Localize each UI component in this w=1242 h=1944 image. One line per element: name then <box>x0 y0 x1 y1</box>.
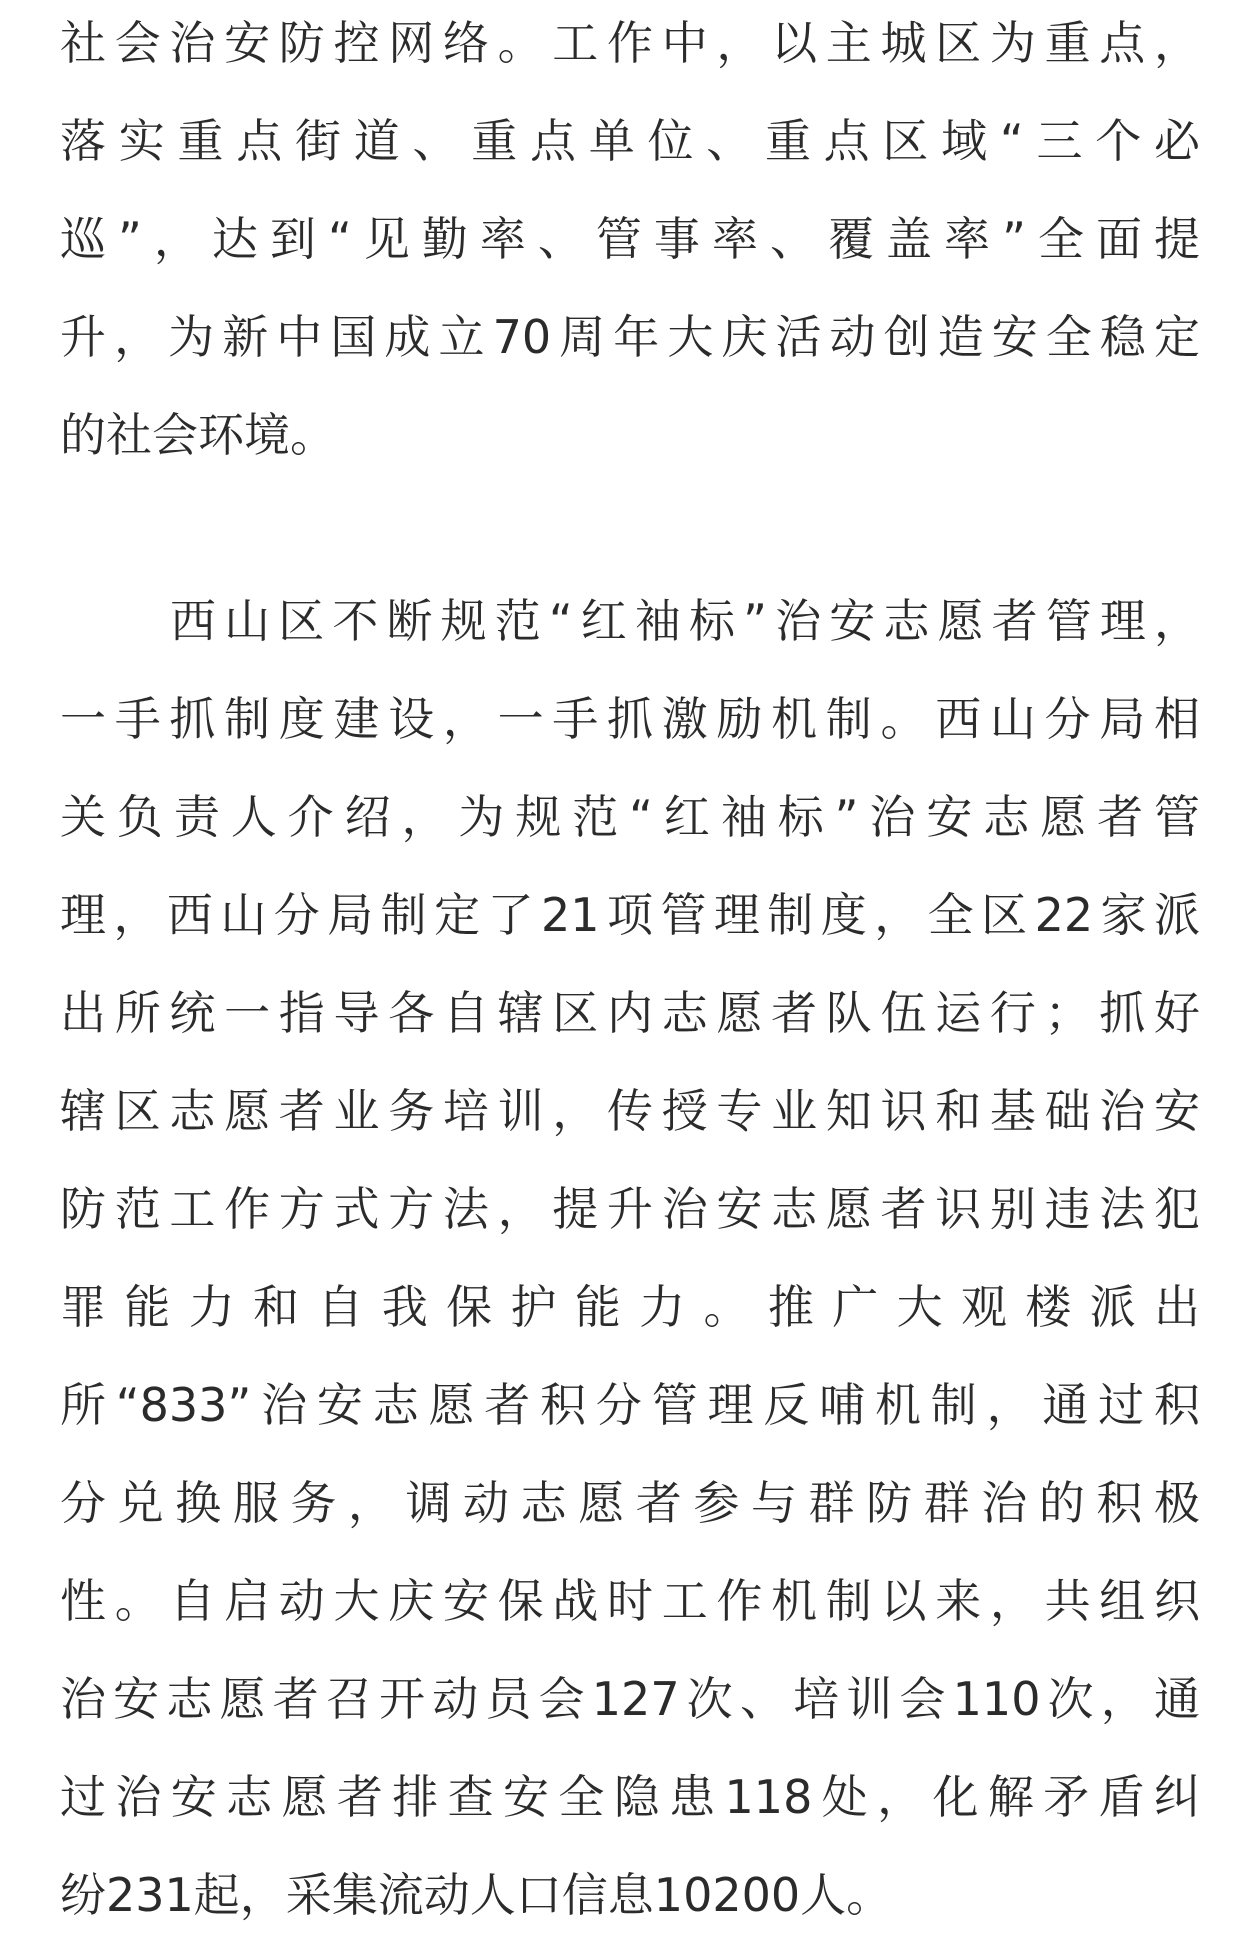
text-line: 治安志愿者召开动员会127次、培训会110次，通 <box>60 1672 1200 1726</box>
paragraph-2 <box>60 572 1200 1944</box>
text-line: 出所统一指导各自辖区内志愿者队伍运行；抓好 <box>60 986 1200 1040</box>
text-line: 巡”，达到“见勤率、管事率、覆盖率”全面提 <box>60 212 1200 266</box>
text-line: 一手抓制度建设，一手抓激励机制。西山分局相 <box>60 692 1200 746</box>
text-line: 过治安志愿者排查安全隐患118处，化解矛盾纠 <box>60 1770 1200 1824</box>
paragraph-gap <box>60 484 1200 572</box>
text-line: 罪能力和自我保护能力。推广大观楼派出 <box>60 1280 1200 1334</box>
text-line: 理，西山分局制定了21项管理制度，全区22家派 <box>60 888 1200 942</box>
paragraph-1 <box>60 0 1200 484</box>
text-line: 性。自启动大庆安保战时工作机制以来，共组织 <box>60 1574 1200 1628</box>
text-line: 防范工作方式方法，提升治安志愿者识别违法犯 <box>60 1182 1200 1236</box>
text-line: 关负责人介绍，为规范“红袖标”治安志愿者管 <box>60 790 1200 844</box>
text-line: 落实重点街道、重点单位、重点区域“三个必 <box>60 114 1200 168</box>
text-line: 纷231起，采集流动人口信息10200人。 <box>60 1868 893 1922</box>
text-line: 分兑换服务，调动志愿者参与群防群治的积极 <box>60 1476 1200 1530</box>
text-line: 的社会环境。 <box>60 408 336 462</box>
article-body <box>60 0 1200 1944</box>
text-line: 社会治安防控网络。工作中，以主城区为重点， <box>60 16 1200 70</box>
text-line: 辖区志愿者业务培训，传授专业知识和基础治安 <box>60 1084 1200 1138</box>
text-line: 西山区不断规范“红袖标”治安志愿者管理， <box>170 594 1200 648</box>
text-line: 升，为新中国成立70周年大庆活动创造安全稳定 <box>60 310 1200 364</box>
text-line: 所“833”治安志愿者积分管理反哺机制，通过积 <box>60 1378 1200 1432</box>
